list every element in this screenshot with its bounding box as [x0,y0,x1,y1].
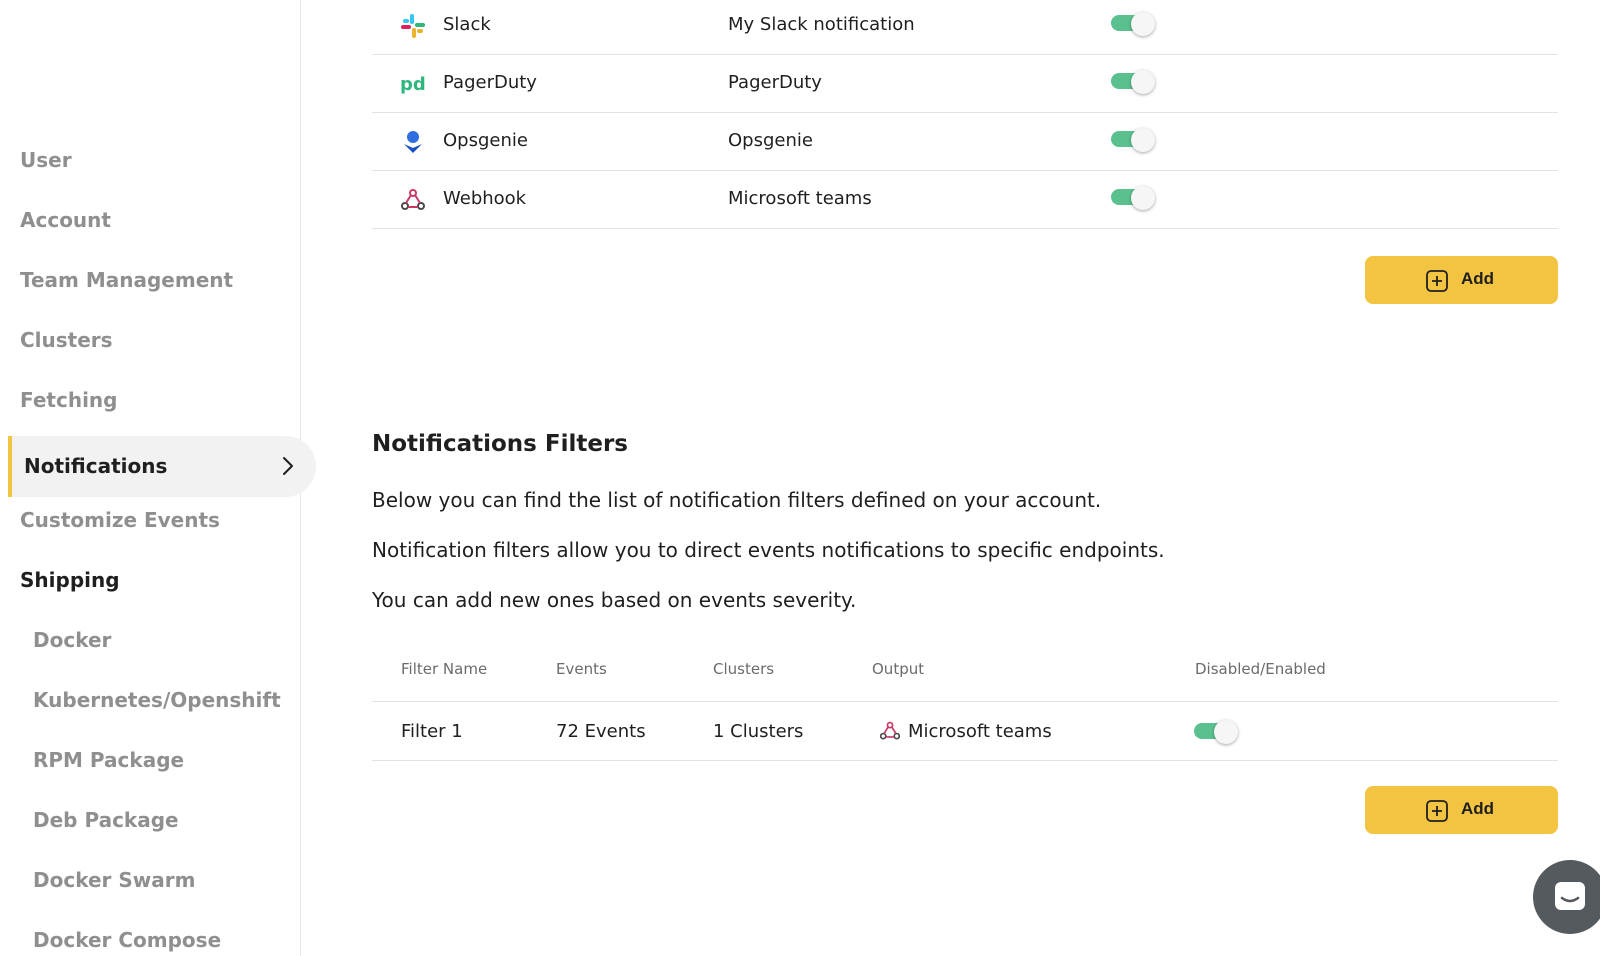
filters-description: Below you can find the list of notification filters defined on your account. [372,488,1102,512]
column-header-filter-name: Filter Name [401,660,488,678]
endpoint-name: PagerDuty [728,72,822,93]
filters-description: Notification filters allow you to direct events notifications to specific endpoints. [372,538,1165,562]
sidebar-item-user[interactable]: User [20,148,72,172]
chevron-right-icon [280,455,296,477]
sidebar-item-fetching[interactable]: Fetching [20,388,118,412]
sidebar-section-shipping: Shipping [20,568,120,592]
endpoint-row [372,113,1558,171]
slack-icon [400,13,426,39]
plus-square-icon [1425,269,1449,293]
endpoint-type: Opsgenie [443,130,528,151]
filter-name: Filter 1 [401,721,463,742]
endpoint-type: Slack [443,14,491,35]
sidebar-item-label: Notifications [24,454,168,478]
sidebar-item-deb-package[interactable]: Deb Package [33,808,179,832]
endpoint-type: Webhook [443,188,527,209]
endpoint-enabled-toggle[interactable] [1111,12,1157,34]
endpoint-enabled-toggle[interactable] [1111,128,1157,150]
sidebar-item-kubernetes-openshift[interactable]: Kubernetes/Openshift [33,688,281,712]
settings-sidebar [0,0,301,956]
endpoint-row [372,55,1558,113]
sidebar-item-notifications[interactable] [8,436,316,497]
sidebar-item-docker[interactable]: Docker [33,628,112,652]
column-header-events: Events [556,660,607,678]
svg-text:pd: pd [400,74,426,95]
pagerduty-icon [400,71,426,97]
webhook-icon [879,720,901,742]
endpoint-name: Microsoft teams [728,188,872,209]
sidebar-item-team-management[interactable]: Team Management [20,268,234,292]
column-header-output: Output [872,660,925,678]
add-button-label: Add [1461,269,1495,288]
add-button-label: Add [1461,799,1495,818]
sidebar-item-rpm-package[interactable]: RPM Package [33,748,185,772]
filters-section-title: Notifications Filters [372,431,628,457]
table-row-divider [372,760,1558,761]
endpoint-row [372,0,1558,55]
chat-launcher-button[interactable] [1533,860,1600,934]
filter-enabled-toggle[interactable] [1194,720,1240,742]
sidebar-item-account[interactable]: Account [20,208,111,232]
plus-square-icon [1425,799,1449,823]
filter-events: 72 Events [556,721,646,742]
endpoint-type: PagerDuty [443,72,537,93]
chat-icon [1551,878,1589,916]
column-header-disabled-enabled: Disabled/Enabled [1195,660,1326,678]
sidebar-item-customize-events[interactable]: Customize Events [20,508,220,532]
add-endpoint-button[interactable] [1365,256,1558,304]
filter-output: Microsoft teams [908,721,1052,742]
webhook-icon [400,187,426,213]
endpoint-name: My Slack notification [728,14,915,35]
table-header-divider [372,701,1558,702]
column-header-clusters: Clusters [713,660,775,678]
endpoint-row [372,171,1558,229]
sidebar-item-clusters[interactable]: Clusters [20,328,113,352]
endpoint-name: Opsgenie [728,130,813,151]
endpoint-enabled-toggle[interactable] [1111,186,1157,208]
sidebar-item-docker-swarm[interactable]: Docker Swarm [33,868,196,892]
filter-clusters: 1 Clusters [713,721,804,742]
endpoint-enabled-toggle[interactable] [1111,70,1157,92]
filters-description: You can add new ones based on events severity. [372,588,857,612]
sidebar-item-docker-compose[interactable]: Docker Compose [33,928,222,952]
add-filter-button[interactable] [1365,786,1558,834]
opsgenie-icon [400,129,426,155]
